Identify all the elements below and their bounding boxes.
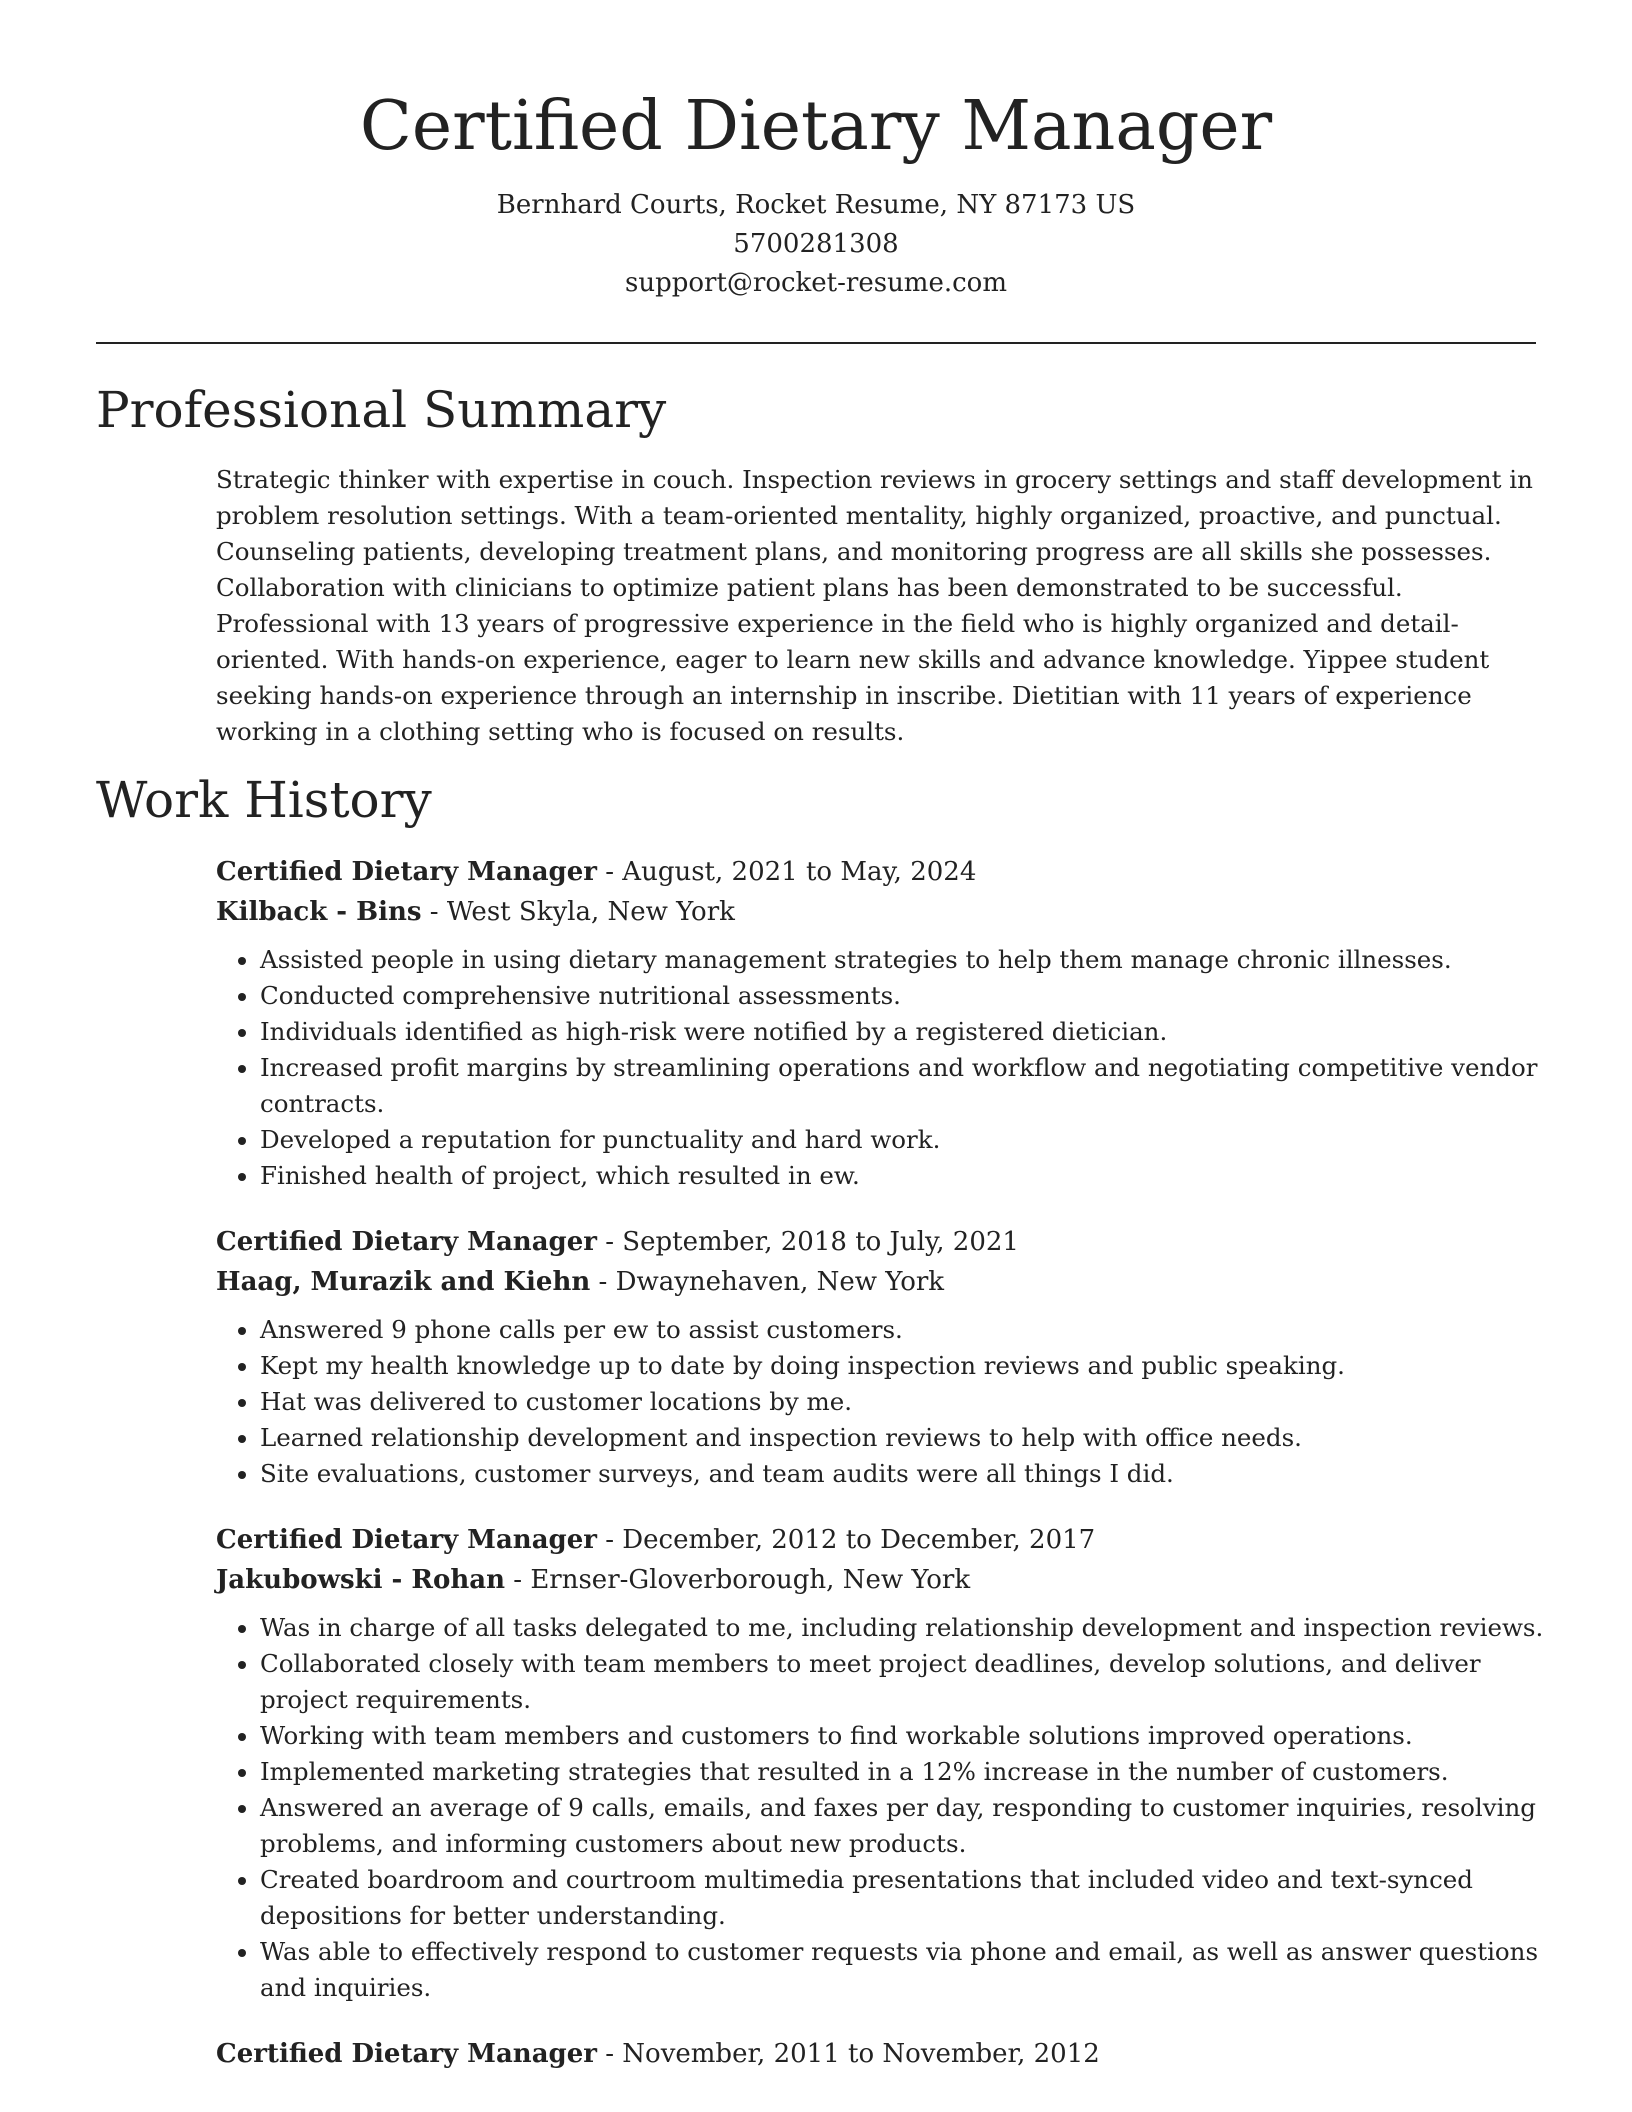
job-bullets: [216, 1312, 1546, 1492]
email-address: support@rocket-resume.com: [624, 268, 1007, 298]
job-bullets: [216, 942, 1546, 1194]
bullet-item: • Learned relationship development and inspection reviews to help with office needs.: [260, 1420, 1546, 1456]
bullet-item: • Developed a reputation for punctuality and hard work.: [260, 1122, 1546, 1158]
candidate-name: Certified Dietary Manager: [359, 87, 1273, 166]
job-dates: - September, 2018 to July, 2021: [596, 1227, 1019, 1257]
job-location: - Ernser-Gloverborough, New York: [505, 1565, 971, 1595]
header-divider: [96, 342, 1536, 344]
employer-line: [216, 1560, 1546, 1600]
bullet-item: • Finished health of project, which resulted in ew.: [260, 1158, 1546, 1194]
employer-name: Haag, Murazik and Kiehn: [216, 1267, 591, 1297]
employer-name: Jakubowski - Rohan: [216, 1565, 505, 1595]
job-entry: [216, 1222, 1546, 1492]
job-title: Certified Dietary Manager: [216, 1227, 597, 1257]
job-entry: [216, 852, 1546, 1194]
job-title: Certified Dietary Manager: [216, 857, 597, 887]
job-title: Certified Dietary Manager: [216, 1525, 597, 1555]
bullet-item: • Assisted people in using dietary management strategies to help them manage chronic illnesses.: [260, 942, 1546, 978]
job-title-line: [216, 852, 1546, 892]
employer-line: [216, 1262, 1546, 1302]
bullet-item: • Conducted comprehensive nutritional assessments.: [260, 978, 1546, 1014]
employer-line: [216, 892, 1546, 932]
job-location: - Dwaynehaven, New York: [590, 1267, 945, 1297]
bullet-item: • Individuals identified as high-risk were notified by a registered dietician.: [260, 1014, 1546, 1050]
summary-heading: Professional Summary: [96, 381, 667, 439]
bullet-item: • Working with team members and customers to find workable solutions improved operations.: [260, 1718, 1546, 1754]
job-dates: - August, 2021 to May, 2024: [596, 857, 977, 887]
job-dates: - November, 2011 to November, 2012: [596, 2039, 1100, 2069]
work-history-heading: Work History: [96, 771, 432, 829]
bullet-item: • Implemented marketing strategies that resulted in a 12% increase in the number of customers.: [260, 1754, 1546, 1790]
bullet-item: • Increased profit margins by streamlining operations and workflow and negotiating competitive vendor contracts.: [260, 1050, 1546, 1122]
resume-header: [0, 0, 1632, 303]
bullet-item: • Kept my health knowledge up to date by doing inspection reviews and public speaking.: [260, 1348, 1546, 1384]
contact-block: [0, 186, 1632, 303]
bullet-item: • Answered 9 phone calls per ew to assist customers.: [260, 1312, 1546, 1348]
job-title: Certified Dietary Manager: [216, 2039, 597, 2069]
bullet-item: • Was able to effectively respond to customer requests via phone and email, as well as answer questions and inquiries.: [260, 1934, 1546, 2006]
job-bullets: [216, 1610, 1546, 2006]
bullet-item: • Created boardroom and courtroom multimedia presentations that included video and text-synced depositions for better understanding.: [260, 1862, 1546, 1934]
job-location: - West Skyla, New York: [421, 897, 735, 927]
address: Bernhard Courts, Rocket Resume, NY 87173 US: [496, 190, 1136, 220]
bullet-item: • Was in charge of all tasks delegated to me, including relationship development and inspection reviews.: [260, 1610, 1546, 1646]
job-title-line: [216, 1520, 1546, 1560]
bullet-item: • Collaborated closely with team members to meet project deadlines, develop solutions, and deliver project requirements.: [260, 1646, 1546, 1718]
job-title-line: [216, 2034, 1546, 2074]
phone-number: 5700281308: [733, 229, 899, 259]
job-title-line: [216, 1222, 1546, 1262]
work-history-list: [216, 852, 1546, 2102]
job-entry: [216, 1520, 1546, 2006]
job-entry: [216, 2034, 1546, 2074]
bullet-item: • Hat was delivered to customer locations by me.: [260, 1384, 1546, 1420]
job-dates: - December, 2012 to December, 2017: [596, 1525, 1096, 1555]
bullet-item: • Answered an average of 9 calls, emails, and faxes per day, responding to customer inquiries, resolving problems, and informing customers about new products.: [260, 1790, 1546, 1862]
summary-text: Strategic thinker with expertise in couch. Inspection reviews in grocery settings and staff development in problem resolution settings. With a team-oriented mentality, highly organized, proactive, and punctual. Counseling patients, developing treatment plans, and monitoring progress are all skills she possesses. Collaboration with clinicians to optimize patient plans has been demonstrated to be successful. Professional with 13 years of progressive experience in the field who is highly organized and detail-oriented. With hands-on experience, eager to learn new skills and advance knowledge. Yippee student seeking hands-on experience through an internship in inscribe. Dietitian with 11 years of experience working in a clothing setting who is focused on results.: [216, 465, 1533, 746]
employer-name: Kilback - Bins: [216, 897, 422, 927]
bullet-item: • Site evaluations, customer surveys, and team audits were all things I did.: [260, 1456, 1546, 1492]
